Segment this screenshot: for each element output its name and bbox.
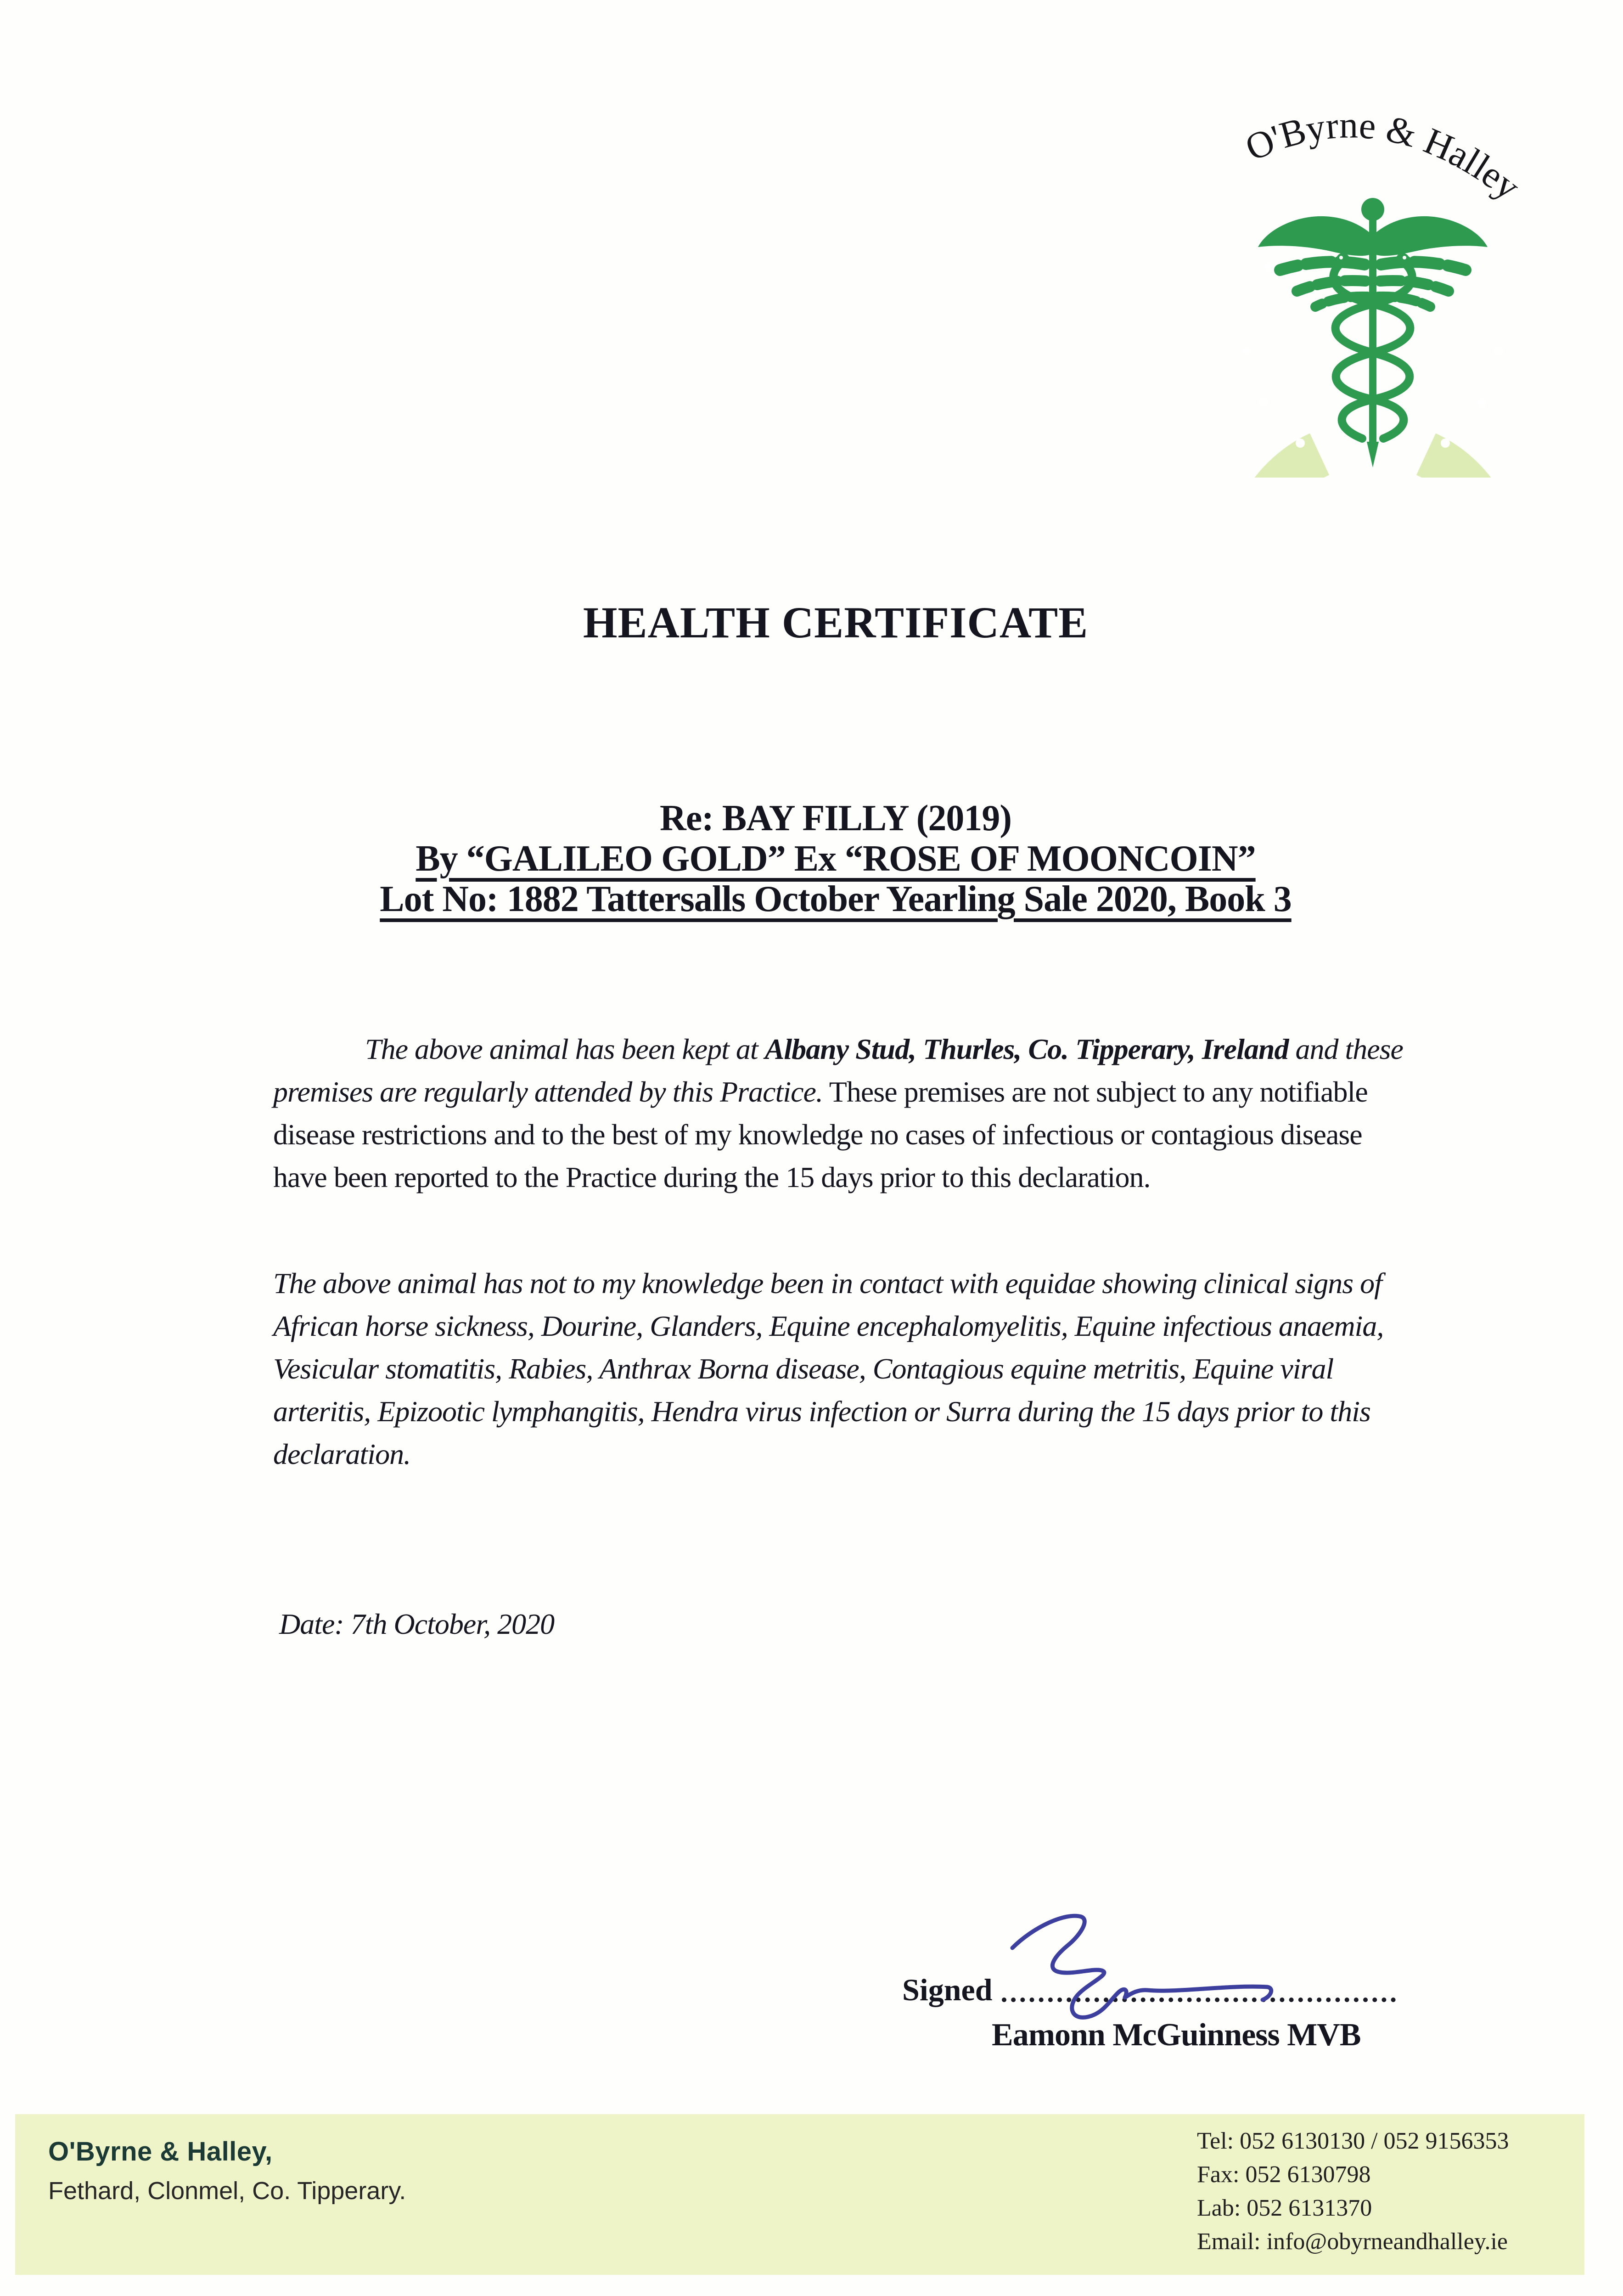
footer-practice-name: O'Byrne & Halley, [48, 2137, 273, 2167]
p1-roman-tail: These premises are not subject to any notifiable disease restrictions and to the best of my knowledge no cases of infectious or contagious disease have been reported to the Practice during the 15 days prior to this declaration. [273, 1075, 1368, 1193]
logo-arc-text-holder [1239, 104, 1528, 208]
p1-italic-tail: and these premises are regularly attended by this Practice. [273, 1033, 1403, 1108]
logo-arc-text: O'Byrne & Halley [1239, 104, 1528, 208]
footer-tel: Tel: 052 6130130 / 052 9156353 [1197, 2128, 1509, 2154]
signature-ink [973, 1893, 1295, 2031]
footer-email: Email: info@obyrneandhalley.ie [1197, 2228, 1508, 2255]
subject-line-lot: Lot No: 1882 Tattersalls October Yearling Sale 2020, Book 3 [380, 879, 1292, 919]
paragraph-diseases: The above animal has not to my knowledge been in contact with equidae showing clinical signs of African horse sickness, Dourine, Glanders, Equine encephalomyelitis, Equine infectious anaemia, Vesicular stomatitis, Rabies, Anthrax Borna disease, Contagious equine metritis, Equine viral arteritis, Epizootic lymphangitis, Hendra virus infection or Surra during the 15 days prior to this declaration. [273, 1267, 1384, 1470]
wing-left-icon [1258, 216, 1370, 307]
paragraph-premises [273, 1028, 1416, 1199]
p1-italic-lead: The above animal has been kept at [365, 1033, 765, 1065]
wing-right-icon [1375, 216, 1488, 307]
footer-lab: Lab: 052 6131370 [1197, 2195, 1372, 2221]
subject-block [48, 798, 1623, 919]
subject-line-re: Re: BAY FILLY (2019) [660, 798, 1011, 838]
footer-fax: Fax: 052 6130798 [1197, 2161, 1371, 2188]
date-line: Date: 7th October, 2020 [279, 1608, 555, 1640]
footer-contacts [1197, 2124, 1509, 2258]
practice-logo [1212, 64, 1533, 478]
caduceus-icon [1258, 198, 1488, 467]
p1-stud-name: Albany Stud, Thurles, Co. Tipperary, Ireland [764, 1033, 1289, 1065]
page-title: HEALTH CERTIFICATE [583, 598, 1089, 647]
subject-line-pedigree: By “GALILEO GOLD” Ex “ROSE OF MOONCOIN” [416, 838, 1256, 879]
signatory-name: Eamonn McGuinness MVB [992, 2017, 1361, 2053]
footer-address: Fethard, Clonmel, Co. Tipperary. [48, 2177, 406, 2205]
signed-label: Signed [902, 1972, 993, 2007]
